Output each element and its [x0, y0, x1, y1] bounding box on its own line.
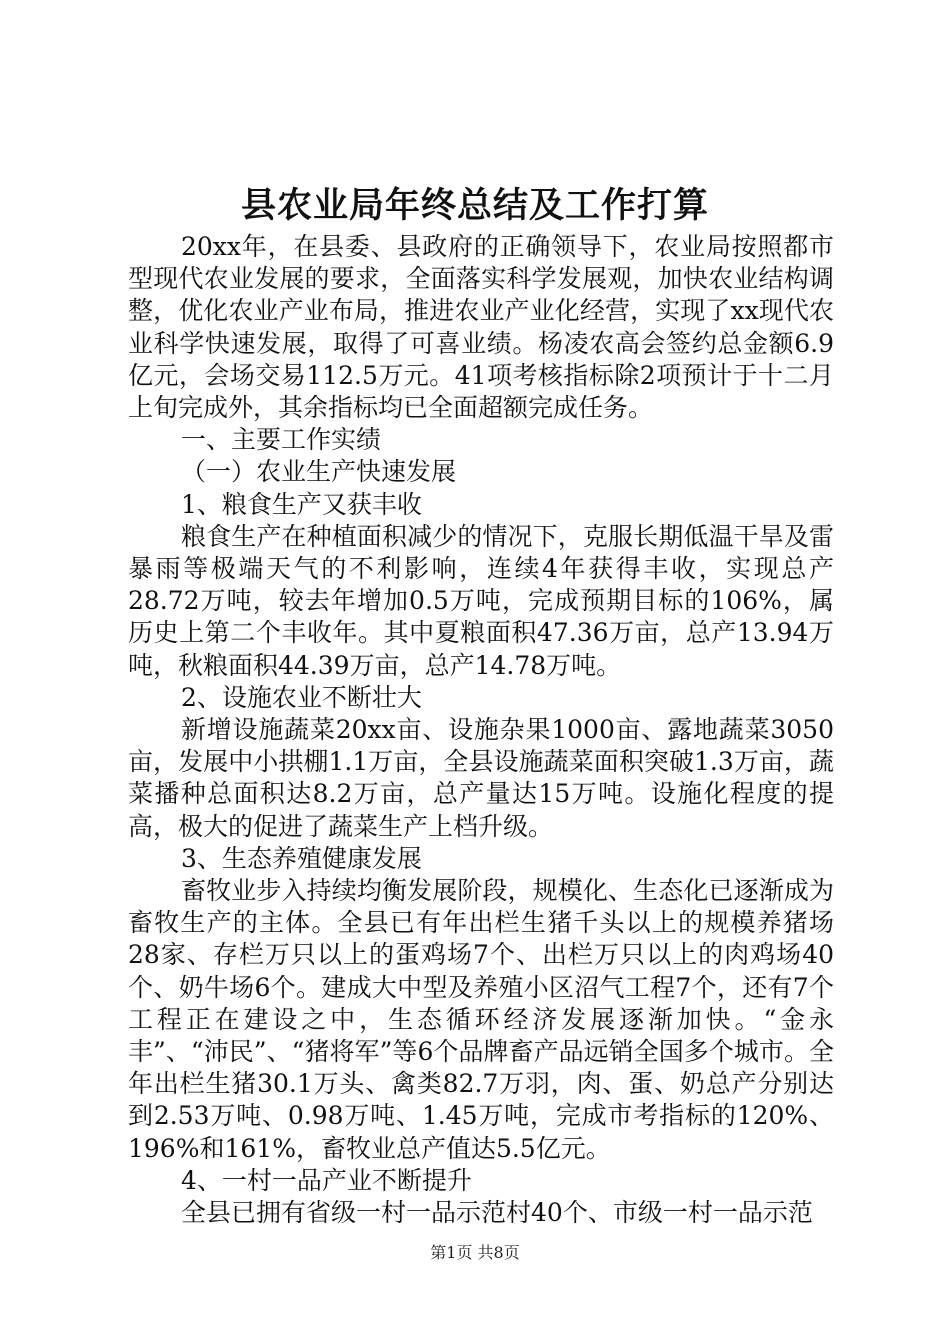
subsection-heading-agriculture-production: （一）农业生产快速发展 — [181, 457, 457, 487]
paragraph-eco-breeding: 畜牧业步入持续均衡发展阶段，规模化、生态化已逐渐成为畜牧生产的主体。全县已有年出栏生猪千头以上的规模养猪场28家、存栏万只以上的蛋鸡场7个、出栏万只以上的肉鸡场40个、奶牛场6个。建成大中型及养殖小区沼气工程7个，还有7个工程正在建设之中，生态循环经济发展逐渐加快。“金永丰”、“沛民”、“猪将军”等6个品牌畜产品远销全国多个城市。全年出栏生猪30.1万头、禽类82.7万羽，肉、蛋、奶总产分别达到2.53万吨、0.98万吨、1.45万吨，完成市考指标的120%、196%和161%，畜牧业总产值达5.5亿元。 — [128, 876, 834, 1163]
section-heading-main-achievements: 一、主要工作实绩 — [181, 425, 382, 455]
item-heading-grain-harvest: 1、粮食生产又获丰收 — [181, 489, 422, 519]
paragraph-intro: 20xx年，在县委、县政府的正确领导下，农业局按照都市型现代农业发展的要求，全面落实科学发展观，加快农业结构调整，优化农业产业布局，推进农业产业化经营，实现了xx现代农业科学快速发展，取得了可喜业绩。杨凌农高会签约总金额6.9亿元，会场交易112.5万元。41项考核指标除2项预计于十二月上旬完成外，其余指标均已全面超额完成任务。 — [128, 232, 834, 423]
page-number-footer: 第1页 共8页 — [430, 1243, 520, 1262]
document-body — [128, 231, 834, 1229]
item-heading-one-village-one-product: 4、一村一品产业不断提升 — [181, 1165, 472, 1195]
item-heading-eco-breeding: 3、生态养殖健康发展 — [181, 843, 422, 873]
paragraph-facility-agriculture: 新增设施蔬菜20xx亩、设施杂果1000亩、露地蔬菜3050亩，发展中小拱棚1.1万亩，全县设施蔬菜面积突破1.3万亩，蔬菜播种总面积达8.2万亩，总产量达15万吨。设施化程度的提高，极大的促进了蔬菜生产上档升级。 — [128, 715, 834, 841]
item-heading-facility-agriculture: 2、设施农业不断壮大 — [181, 682, 422, 712]
paragraph-one-village-one-product: 全县已拥有省级一村一品示范村40个、市级一村一品示范 — [181, 1198, 813, 1228]
document-title: 县农业局年终总结及工作打算 — [240, 185, 709, 226]
paragraph-grain-harvest: 粮食生产在种植面积减少的情况下，克服长期低温干旱及雷暴雨等极端天气的不利影响，连续4年获得丰收，实现总产28.72万吨，较去年增加0.5万吨，完成预期目标的106%，属历史上第二个丰收年。其中夏粮面积47.36万亩，总产13.94万吨，秋粮面积44.39万亩，总产14.78万吨。 — [128, 521, 834, 680]
